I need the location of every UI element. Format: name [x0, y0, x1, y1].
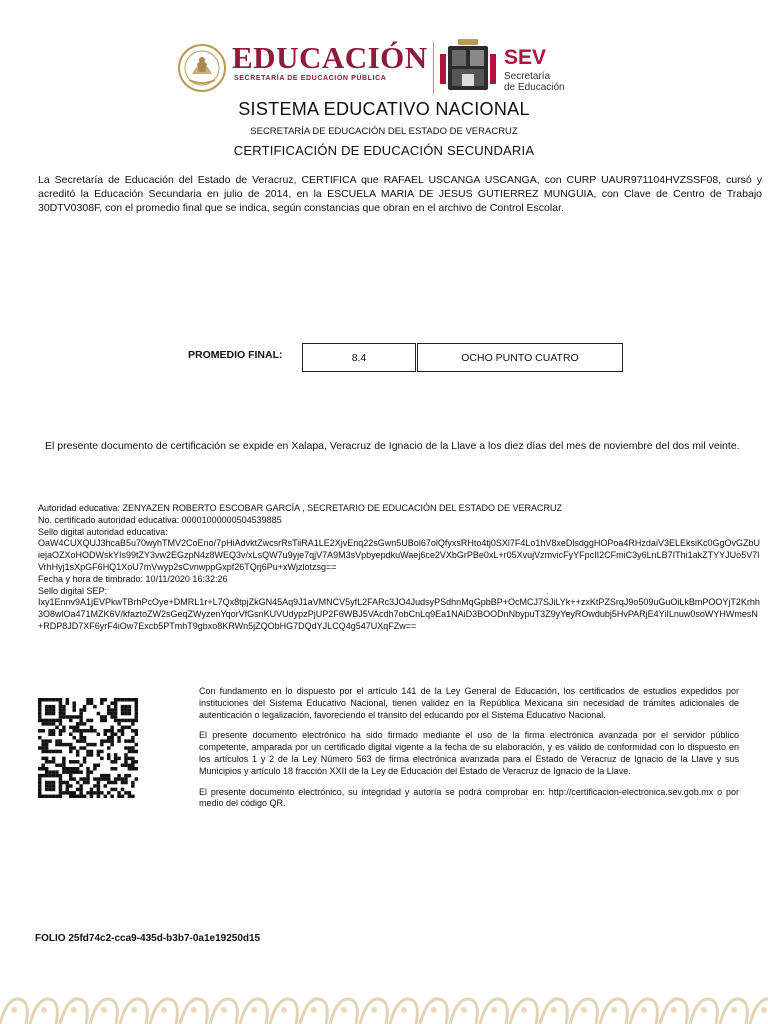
legal-paragraph-3: El presente documento electrónico, su integridad y autoría se podrá comprobar en: http://certificacion-electronica.sev.gob.mx o por medio del código QR. [199, 786, 739, 809]
sev-subtitle-line-1: Secretaría [504, 71, 551, 82]
certification-statement: La Secretaría de Educación del Estado de Veracruz, CERTIFICA que RAFAEL USCANGA USCANGA, con CURP UAUR971104HVZSSF08, cursó y acreditó la Educación Secundaria en julio de 2014, en la ESCUELA MARIA DE JESUS GUTIERREZ MUNGUIA, con Clave de Centro de Trabajo 30DTV0308F, con el promedio final que se indica, según constancias que obran en el archivo de Control Escolar. [38, 174, 762, 214]
timestamp: Fecha y hora de timbrado: 10/11/2020 16:32:26 [38, 573, 228, 584]
education-logo-title: EDUCACIÓN [232, 40, 428, 75]
issue-statement: El presente documento de certificación se expide en Xalapa, Veracruz de Ignacio de la Llave a los diez días del mes de noviembre del dos mil veinte. [45, 440, 740, 452]
secretariat-title: SECRETARÍA DE EDUCACIÓN DEL ESTADO DE VERACRUZ [250, 126, 518, 137]
header-divider [433, 42, 434, 94]
folio-number: FOLIO 25fd74c2-cca9-435d-b3b7-0a1e19250d15 [35, 933, 261, 944]
authority-seal-value: OaW4CUXQUJ3hcaB5u70wyhTMV2CoEno/7pHiAdvktZwcsrRsTiiRA1LE2XjvEnq22sGwn5UBol67olQfyxsRHto4tj0SXl7F4Lo1hV8xeDlsdggHOPoa4RHzdaiV3ELEksiKc0GgOvGZbUiejaOZXoHODWskYIs99tZY3vw2EGzpN4z8WEQ3v/xLsQW7u9yje7qjV7A9M3sVpbyepdkuWaej6ce2VXbGrPBe0xL+r05XvujVzmvicFyYFpcII2CFmiC3y6LnLB7IThi1akZTYYJUo5V7lVrhHyj1sXpGF6HQ1XoU7mVwyp2sCvnwppGxpf26TQrj6Pu+xWjzlotzsg== [38, 538, 760, 572]
education-logo-subtitle: SECRETARÍA DE EDUCACIÓN PÚBLICA [234, 75, 387, 82]
final-grade-words: OCHO PUNTO CUATRO [417, 343, 623, 372]
sep-seal-value: Ixy1Ennv9A1jEVPkwTBrhPcOye+DMRL1r+L7Qx8tpjZkGN45Aq9J1aVMNCV5yfL2FARc3JO4JudsyPSdhnMqGpbBP+OcMCJ7SJiLYk++zxKtPZSrqJ9o509uGuOiLkBmPOOYjT2Krhh3O8wlOa471MZK6V/kfaztoZW2sGeqZWyzenYqorVfGsnKUVUdypzPjUP2F6WBJ5VAcdh7obCnLq9Ea1NAiD3BOODnNbypuT3Z9yYeyROwdubj5HvPARjE4YiILnuw0soWYHWmesN+RDP8JD7XF6yrF4iOw7Excb5PTmhT9gbxo8KRWn5jZQObHG7DQdYJLCQ4g547UXqFZw== [38, 597, 760, 631]
digital-signature-block [38, 503, 760, 633]
header [0, 34, 768, 104]
sev-subtitle-line-2: de Educación [504, 82, 565, 93]
final-grade-label: PROMEDIO FINAL: [188, 349, 283, 361]
veracruz-shield-icon [440, 38, 496, 96]
certification-title: CERTIFICACIÓN DE EDUCACIÓN SECUNDARIA [233, 143, 535, 158]
legal-paragraph-2: El presente documento electrónico ha sido firmado mediante el uso de la firma electrónica avanzada por el servidor público competente, amparada por un certificado digital vigente a la fecha de su elaboración, y es válido de conformidad con lo dispuesto en los artículos 1 y 2 de la Ley Número 563 de firma electrónica avanzada para el Estado de Veracruz de Ignacio de la Llave y sus Municipios y artículo 18 fracción XXII de la Ley de Educación del Estado de Veracruz de Ignacio de la Llave. [199, 730, 739, 776]
qr-code-icon[interactable] [38, 698, 138, 798]
mexico-seal-icon [177, 38, 227, 98]
decorative-border-pattern [0, 980, 768, 1024]
authority-seal-label: Sello digital autoridad educativa: [38, 526, 168, 537]
final-grade-value: 8.4 [302, 343, 416, 372]
sev-logo-title: SEV [504, 46, 547, 69]
sev-logo-subtitle [504, 71, 565, 93]
sep-seal-label: Sello digital SEP: [38, 585, 108, 596]
legal-notes [199, 686, 739, 819]
authority-line: Autoridad educativa: ZENYAZEN ROBERTO ESCOBAR GARCÍA , SECRETARIO DE EDUCACIÓN DEL ESTADO DE VERACRUZ [38, 503, 562, 513]
legal-paragraph-1: Con fundamento en lo dispuesto por el artículo 141 de la Ley General de Educación, los certificados de estudios expedidos por instituciones del Sistema Educativo Nacional, tienen validez en la República Mexicana sin necesidad de trámites adicionales de autenticación o legalización, favoreciendo el tránsito del educando por el Sistema Educativo Nacional. [199, 686, 739, 720]
certificate-number: No. certificado autoridad educativa: 00001000000504539885 [38, 514, 282, 525]
system-title: SISTEMA EDUCATIVO NACIONAL [238, 99, 530, 119]
